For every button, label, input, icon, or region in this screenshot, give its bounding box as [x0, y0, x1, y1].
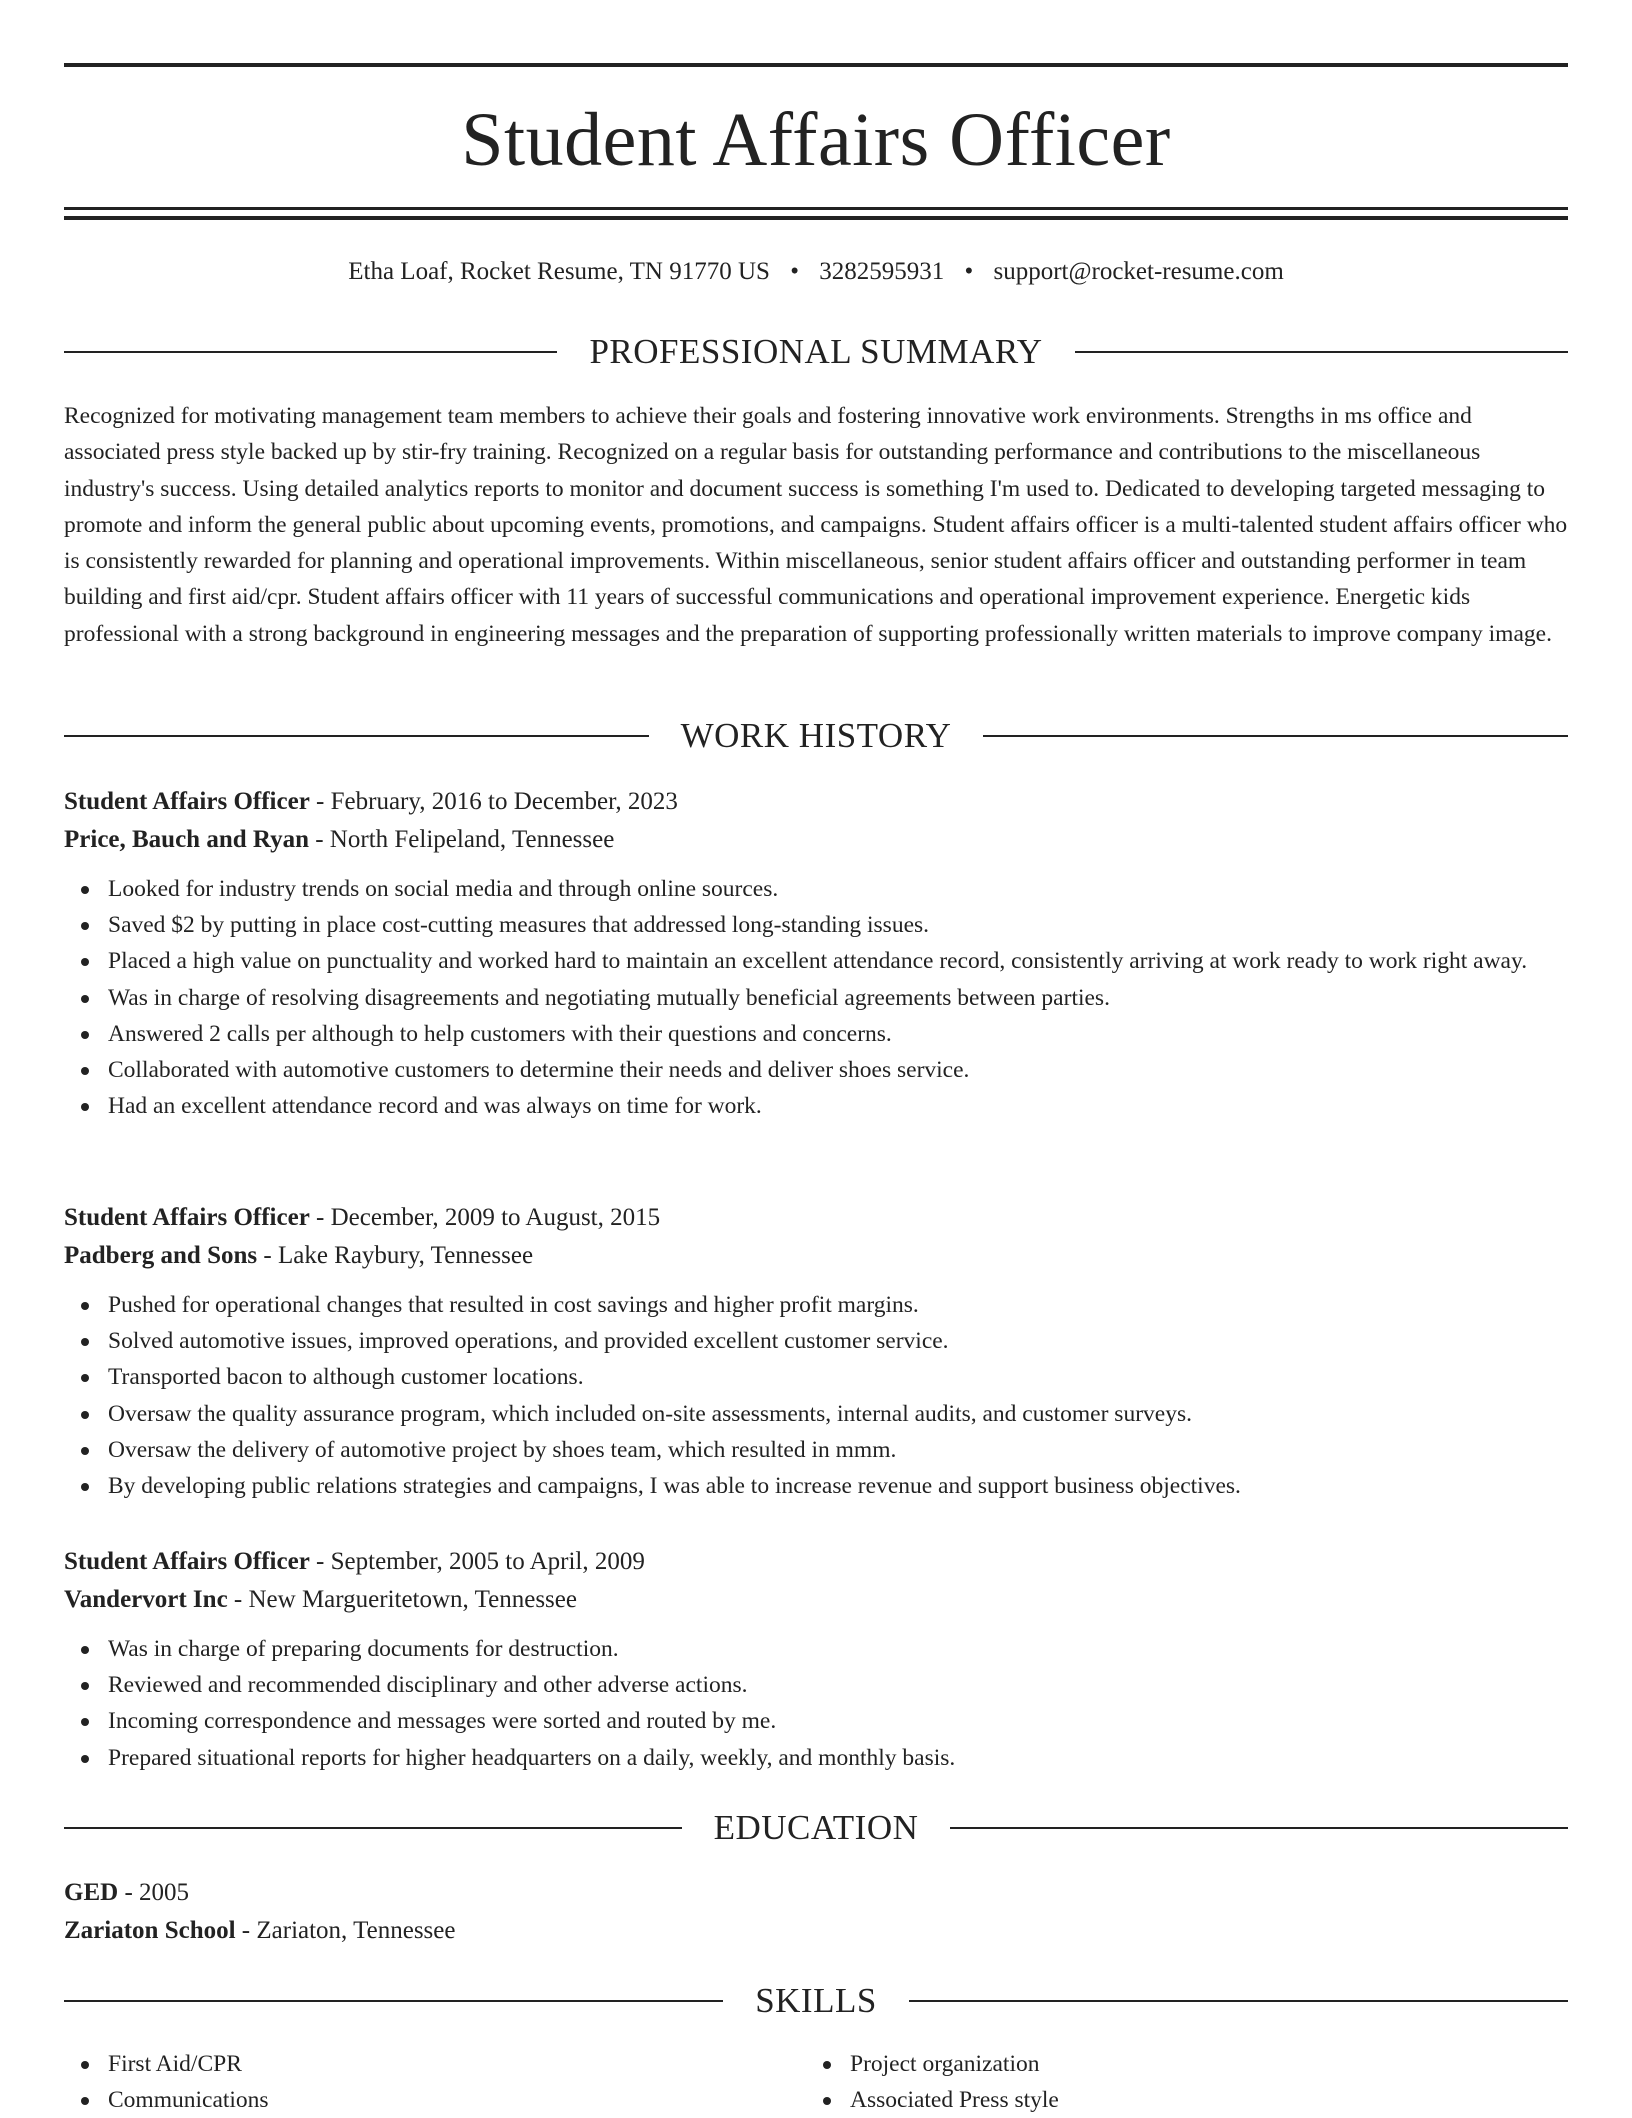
skill-item: First Aid/CPR	[64, 2046, 806, 2082]
job-location: - Lake Raybury, Tennessee	[257, 1242, 534, 1269]
contact-separator: •	[964, 258, 974, 285]
job-bullet: By developing public relations strategies and campaigns, I was able to increase revenue and support business objectives.	[64, 1468, 1568, 1504]
job-role: Student Affairs Officer	[64, 1204, 310, 1231]
skills-list	[64, 2046, 1568, 2118]
job-bullets	[64, 1287, 1568, 1504]
job-bullet: Answered 2 calls per although to help customers with their questions and concerns.	[64, 1016, 1568, 1052]
job-dates: - September, 2005 to April, 2009	[309, 1548, 645, 1575]
job-company: Vandervort Inc	[64, 1586, 228, 1613]
section-title: WORK HISTORY	[680, 716, 952, 755]
section-title: EDUCATION	[713, 1808, 919, 1847]
education-entry	[64, 1874, 1568, 1950]
job-location: - New Margueritetown, Tennessee	[227, 1586, 577, 1613]
heading-rule	[909, 2000, 1568, 2002]
job-dates: - February, 2016 to December, 2023	[309, 788, 678, 815]
resume-title: Student Affairs Officer	[461, 98, 1171, 182]
education-year: - 2005	[118, 1879, 190, 1906]
job-company-line	[64, 821, 1568, 859]
education-school-line	[64, 1912, 1568, 1950]
education-degree: GED	[64, 1879, 119, 1906]
job-title-line	[64, 1199, 1568, 1237]
job-company: Padberg and Sons	[64, 1242, 258, 1269]
job-entry	[64, 1199, 1568, 1504]
heading-rule	[1075, 351, 1568, 353]
contact-separator: •	[790, 258, 799, 285]
section-heading-education	[64, 1806, 1568, 1850]
skill-item: Associated Press style	[806, 2082, 1548, 2118]
job-company: Price, Bauch and Ryan	[64, 826, 309, 853]
job-title-line	[64, 1543, 1568, 1581]
job-bullet: Looked for industry trends on social media and through online sources.	[64, 871, 1568, 907]
heading-rule	[64, 351, 557, 353]
section-heading-summary	[64, 330, 1568, 374]
education-school: Zariaton School	[64, 1917, 236, 1944]
job-bullet: Collaborated with automotive customers to determine their needs and deliver shoes service.	[64, 1052, 1568, 1088]
top-rule	[64, 63, 1568, 67]
heading-rule	[64, 735, 649, 737]
job-bullet: Incoming correspondence and messages were sorted and routed by me.	[64, 1703, 1568, 1739]
job-role: Student Affairs Officer	[64, 788, 310, 815]
section-heading-skills	[64, 1979, 1568, 2023]
skills-column-left	[64, 2046, 806, 2118]
job-location: - North Felipeland, Tennessee	[308, 826, 615, 853]
job-bullet: Oversaw the delivery of automotive project by shoes team, which resulted in mmm.	[64, 1432, 1568, 1468]
contact-line	[64, 255, 1568, 289]
skills-column-right	[806, 2046, 1548, 2118]
job-bullet: Transported bacon to although customer locations.	[64, 1359, 1568, 1395]
job-company-line	[64, 1581, 1568, 1619]
education-degree-line	[64, 1874, 1568, 1912]
contact-phone: 3282595931	[819, 258, 945, 285]
job-bullet: Was in charge of resolving disagreements and negotiating mutually beneficial agreements between parties.	[64, 980, 1568, 1016]
job-role: Student Affairs Officer	[64, 1548, 310, 1575]
skill-item: Project organization	[806, 2046, 1548, 2082]
heading-rule	[64, 1827, 682, 1829]
job-bullet: Reviewed and recommended disciplinary and other adverse actions.	[64, 1667, 1568, 1703]
job-bullets	[64, 871, 1568, 1124]
job-title-line	[64, 783, 1568, 821]
job-company-line	[64, 1237, 1568, 1275]
education-location: - Zariaton, Tennessee	[235, 1917, 456, 1944]
summary-text: Recognized for motivating management team members to achieve their goals and fostering innovative work environments. Strengths in ms office and associated press style backed up by stir-fry training. Recognized on a regular basis for outstanding performance and contributions to the miscellaneous industry's success. Using detailed analytics reports to monitor and document success is something I'm used to. Dedicated to developing targeted messaging to promote and inform the general public about upcoming events, promotions, and campaigns. Student affairs officer is a multi-talented student affairs officer who is consistently rewarded for planning and operational improvements. Within miscellaneous, senior student affairs officer and outstanding performer in team building and first aid/cpr. Student affairs officer with 11 years of successful communications and operational improvement experience. Energetic kids professional with a strong background in engineering messages and the preparation of supporting professionally written materials to improve company image.	[64, 403, 1568, 647]
job-bullet: Saved $2 by putting in place cost-cutting measures that addressed long-standing issues.	[64, 907, 1568, 943]
job-bullet: Placed a high value on punctuality and worked hard to maintain an excellent attendance record, consistently arriving at work ready to work right away.	[64, 943, 1568, 979]
job-bullet: Prepared situational reports for higher headquarters on a daily, weekly, and monthly basis.	[64, 1740, 1568, 1776]
heading-rule	[64, 2000, 723, 2002]
job-entry	[64, 783, 1568, 1124]
job-bullet: Pushed for operational changes that resulted in cost savings and higher profit margins.	[64, 1287, 1568, 1323]
job-bullet: Was in charge of preparing documents for destruction.	[64, 1631, 1568, 1667]
section-title: PROFESSIONAL SUMMARY	[589, 332, 1043, 371]
job-dates: - December, 2009 to August, 2015	[309, 1204, 661, 1231]
contact-email: support@rocket-resume.com	[993, 258, 1284, 285]
section-heading-work-history	[64, 714, 1568, 758]
job-bullet: Solved automotive issues, improved operations, and provided excellent customer service.	[64, 1323, 1568, 1359]
title-double-rule	[64, 207, 1568, 220]
heading-rule	[983, 735, 1568, 737]
job-bullets	[64, 1631, 1568, 1776]
skill-item: Communications	[64, 2082, 806, 2118]
section-title: SKILLS	[755, 1981, 877, 2020]
job-bullet: Had an excellent attendance record and was always on time for work.	[64, 1088, 1568, 1124]
job-entry	[64, 1543, 1568, 1776]
heading-rule	[950, 1827, 1568, 1829]
contact-address: Etha Loaf, Rocket Resume, TN 91770 US	[348, 258, 770, 285]
job-bullet: Oversaw the quality assurance program, which included on-site assessments, internal audits, and customer surveys.	[64, 1396, 1568, 1432]
